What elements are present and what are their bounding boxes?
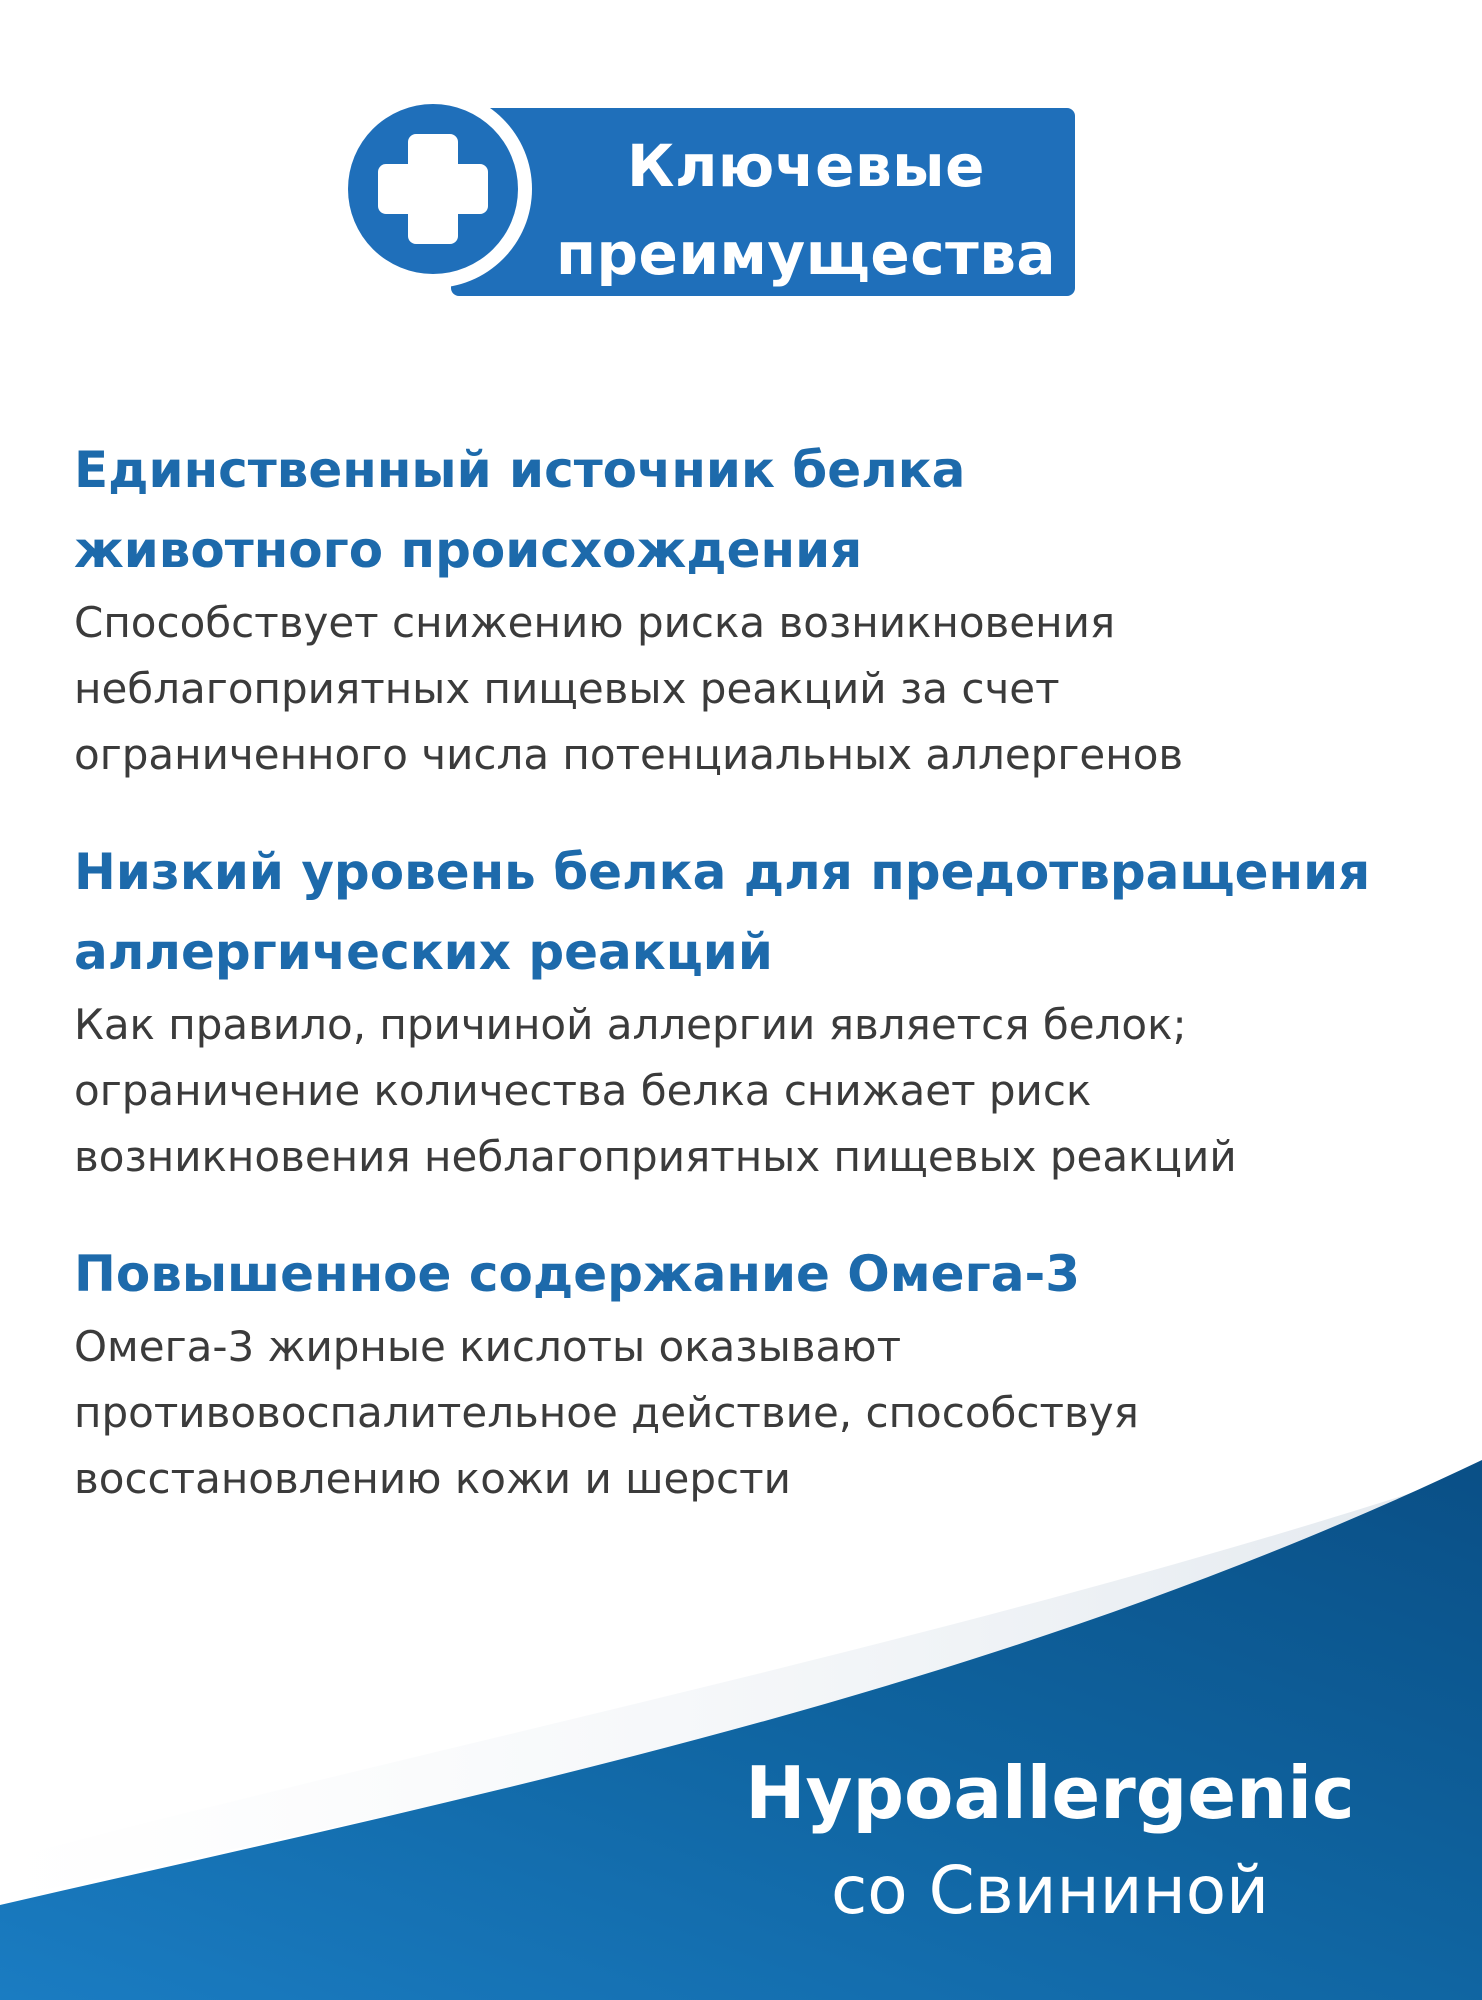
product-name (640, 1745, 1460, 1941)
benefit-title: Низкий уровень белка для предотвращения аллергических реакций (74, 843, 1371, 981)
header-title (536, 122, 1076, 298)
product-name-line2: со Свининой (831, 1852, 1269, 1929)
benefit-title: Повышенное содержание Омега-3 (74, 1245, 1080, 1303)
header-title-line2: преимущества (555, 220, 1057, 288)
benefits-list (74, 430, 1454, 1556)
benefit-text: Способствует снижению риска возникновения неблагоприятных пищевых реакций за счет ограниченного числа потенциальных аллергенов (74, 598, 1184, 779)
product-name-line1: Hypoallergenic (745, 1751, 1355, 1835)
benefit-item (74, 832, 1454, 1190)
benefit-title: Единственный источник белка животного происхождения (74, 441, 966, 579)
benefit-text: Омега-3 жирные кислоты оказывают противовоспалительное действие, способствуя восстановлению кожи и шерсти (74, 1322, 1139, 1503)
header-badge (346, 102, 1080, 300)
medical-cross-icon (348, 104, 518, 274)
benefit-item (74, 430, 1454, 788)
header-title-line1: Ключевые (627, 132, 985, 200)
benefit-text: Как правило, причиной аллергии является белок; ограничение количества белка снижает риск возникновения неблагоприятных пищевых реакций (74, 1000, 1237, 1181)
header-badge-circle (348, 104, 518, 274)
